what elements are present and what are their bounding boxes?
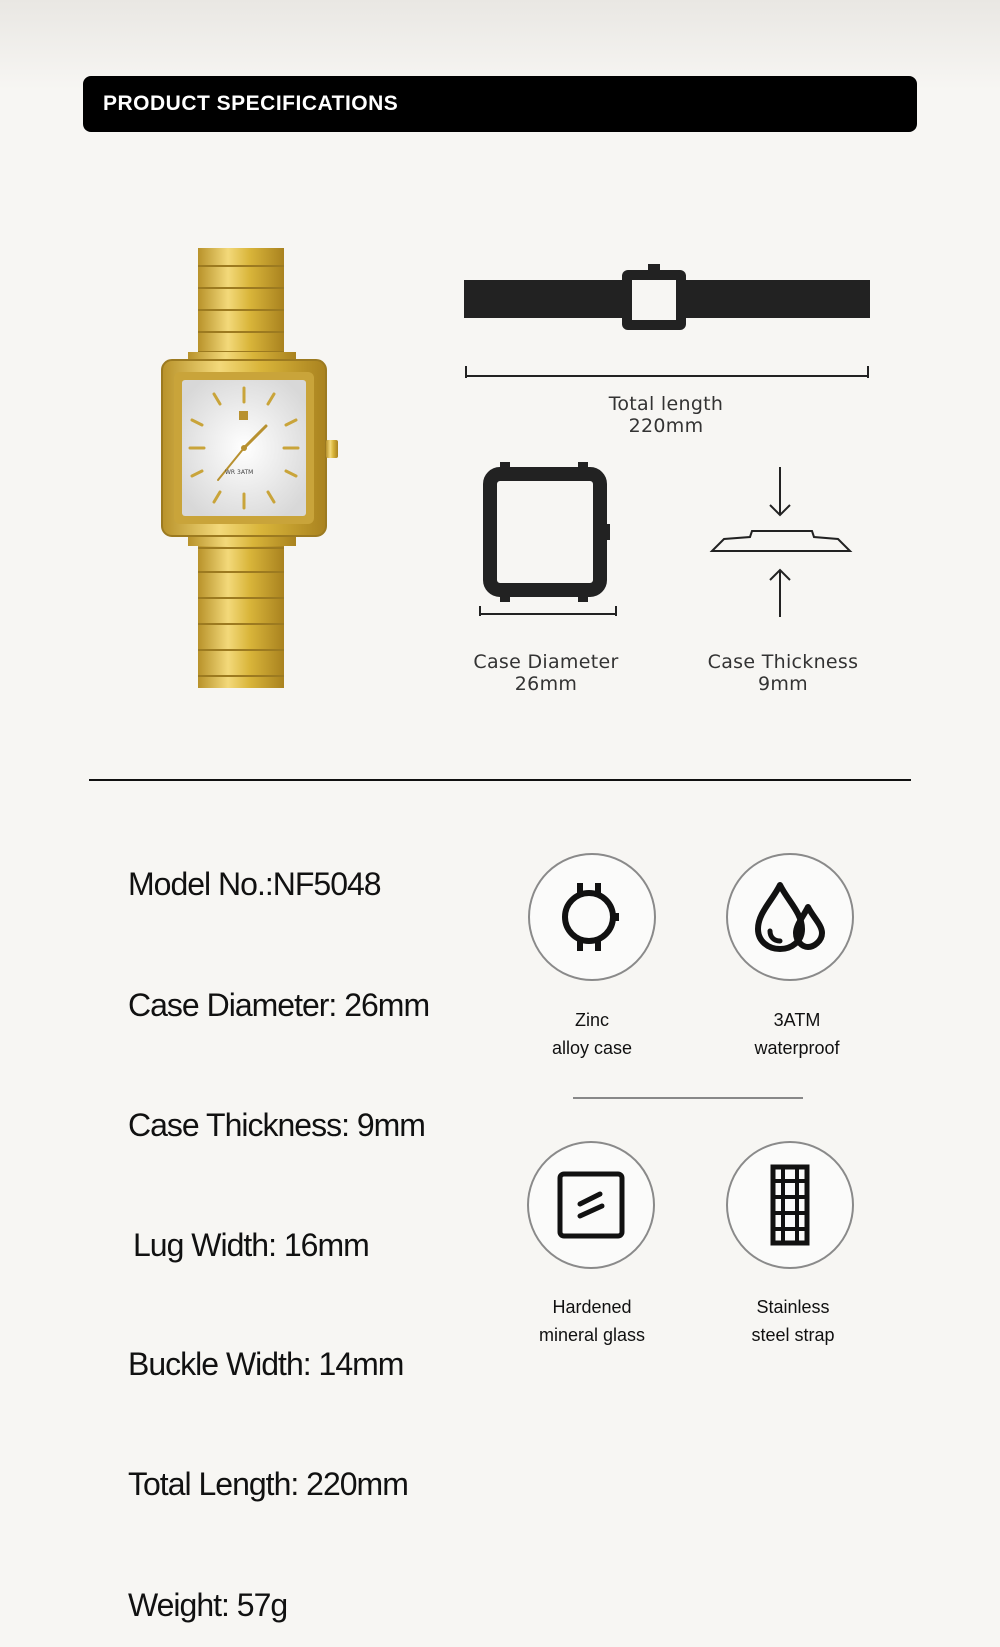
spec-lug-width: Lug Width: 16mm xyxy=(133,1227,369,1263)
total-length-label: Total length 220mm xyxy=(608,393,724,437)
case-thickness-diagram xyxy=(708,465,858,625)
spec-total-length: Total Length: 220mm xyxy=(128,1466,408,1502)
feature-waterproof-label: 3ATM waterproof xyxy=(754,1010,840,1058)
feature-waterproof xyxy=(726,853,854,981)
feature-steel-strap xyxy=(726,1141,854,1269)
watch-case-icon xyxy=(557,877,627,957)
header-title: PRODUCT SPECIFICATIONS xyxy=(103,92,399,115)
gold-watch-image xyxy=(160,248,360,688)
case-diameter-diagram xyxy=(478,460,628,620)
feature-mineral-glass xyxy=(527,1141,655,1269)
strap-length-diagram xyxy=(462,258,872,384)
feature-zinc-label: Zinc alloy case xyxy=(551,1010,633,1058)
spec-weight: Weight: 57g xyxy=(128,1587,288,1623)
feature-glass-label: Hardened mineral glass xyxy=(538,1297,646,1345)
case-diameter-label: Case Diameter 26mm xyxy=(473,651,619,695)
spec-case-thickness: Case Thickness: 9mm xyxy=(128,1107,425,1143)
water-drops-icon xyxy=(750,877,830,957)
glass-icon xyxy=(556,1170,626,1240)
feature-zinc-alloy xyxy=(528,853,656,981)
dial-text: WR 3ATM xyxy=(225,469,254,476)
section-divider xyxy=(89,779,911,781)
feature-strap-label: Stainless steel strap xyxy=(751,1297,835,1345)
feature-separator xyxy=(573,1097,803,1099)
spec-buckle-width: Buckle Width: 14mm xyxy=(128,1346,404,1382)
case-thickness-label: Case Thickness 9mm xyxy=(707,651,859,695)
specifications-header xyxy=(83,76,917,132)
spec-case-diameter: Case Diameter: 26mm xyxy=(128,987,430,1023)
steel-strap-icon xyxy=(765,1163,815,1247)
spec-model-number: Model No.:NF5048 xyxy=(128,866,381,902)
